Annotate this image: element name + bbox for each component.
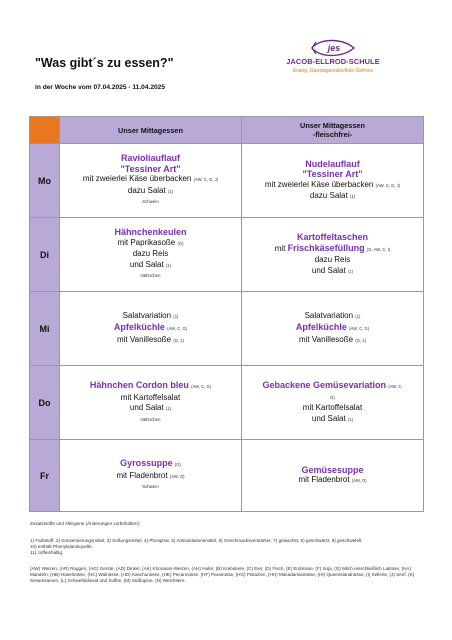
dish-name: Raviolíauflauf [120,153,180,164]
dish-name: Gyrossuppe [120,458,173,469]
menu-cell: Kartoffeltaschen mit Frischkäsefüllung (G, AW, C, I) dazu Reis und Salat (1) [242,218,424,292]
table-header-row [30,117,424,144]
menu-cell: Gyrossuppe (G) mit Fladenbrot (AW, O) Schwein [60,440,242,512]
column-header-regular: Unser Mittagessen [60,117,242,144]
day-label: Fr [30,440,60,512]
day-label: Mo [30,144,60,218]
menu-cell: Gebackene Gemüsevariation (AW, C, G) mit Kartoffelsalat und Salat (1) [242,366,424,440]
school-logo [258,38,408,82]
week-range: in der Woche vom 07.04.2025 - 11.04.2025 [35,84,165,91]
table-row [30,366,424,440]
table-row [30,292,424,366]
table-row [30,440,424,512]
menu-cell: Salatvariation (1) Apfelküchle (AW, C, G) mit Vanillesoße (G, 1) [60,292,242,366]
meat-type: Hähnchen [140,273,161,279]
meat-type: Schwein [142,199,159,205]
dish-name: Apfelküchle [295,322,347,333]
menu-cell: Raviolíauflauf "Tessiner Art" mit zweierlei Käse überbacken (AW, C, G, J) dazu Salat (1) Schwein [60,144,242,218]
table-row [30,144,424,218]
allergen-heading: Zusatzstoffe und Allergene (Änderungen vorbehalten): [30,521,141,526]
school-subtitle: Evang. Ganztagsrealschule Gefrees [292,68,374,74]
dish-style: "Tessiner Art" [120,163,181,174]
meat-type: Hähnchen [140,416,161,422]
school-name: JACOB-ELLROD-SCHULE [286,57,380,66]
menu-cell: Nudelauflauf "Tessiner Art" mit zweierlei Käse überbacken (AW, C, G, J) dazu Salat (1) [242,144,424,218]
column-header-vegetarian: Unser Mittagessen -fleischfrei- [242,117,424,144]
day-label: Do [30,366,60,440]
dish-name: Apfelküchle [113,322,165,333]
additives-list: 1) Farbstoff, 2) Konservierungsmittel, 3) Süßungsmittel, 4) Phosphat, 5) Antioxidationsmittel, 6) Geschmacksverstärker, 7) gewachst, 8) geschwärzt, 9) geschwefelt, 10) enthält Phenylalaninquelle, 11) coffeinhaltig. [30,538,363,555]
dish-style: "Tessiner Art" [302,169,363,179]
dish-name: Hähnchenkeulen [114,227,187,238]
menu-cell: Gemüsesuppe mit Fladenbrot (AW, O) [242,440,424,512]
corner-cell [30,117,60,144]
menu-cell: Salatvariation (1) Apfelküchle (AW, C, G) mit Vanillesoße (G, 1) [242,292,424,366]
page-title: "Was gibt´s zu essen?" [35,56,174,70]
allergens-list: (AW) Weizen, (AR) Roggen, (AG) Gerste, (AD) Dinkel, (AK) Khorasan-Weizen, (AH) Hafer, (B) Krebstiere, (C) Eier, (D) Fisch, (E) Erdnüsse, (F) Soja, (G) Milch einschließlich Laktose, (HA) Mandeln, (HB) Haselnüsse, (HC) Walnüsse, (HD) Kaschunüsse, (HE) Pecannüsse, (HF) Paranüsse, (HG) Pistazien, (HH) Macadamianüsse, (HI) Queenslandnüsse, (I) Sellerie, (J) Senf, (K) Sesamsamen, (L) Schwefeldioxid und Sulfite, (M) Süßlupine, (N) Weichtiere. [30,566,415,583]
dish-name: Nudelauflauf [305,158,360,169]
menu-cell: Hähnchen Cordon bleu (AW, C, G) mit Kartoffelsalat und Salat (1) Hähnchen [60,366,242,440]
fish-emblem-icon [310,38,358,58]
day-label: Di [30,218,60,292]
dish-name: Hähnchen Cordon bleu [89,380,189,390]
dish-name: Gemüsesuppe [301,464,364,475]
day-label: Mi [30,292,60,366]
dish-name: Kartoffeltaschen [296,232,368,242]
table-row [30,218,424,292]
emblem-text: jes [327,43,341,53]
menu-table [29,116,424,512]
dish-name: Gebackene Gemüsevariation [262,380,387,390]
menu-cell: Hähnchenkeulen mit Paprikasoße (G) dazu Reis und Salat (1) Hähnchen [60,218,242,292]
meat-type: Schwein [142,484,159,490]
